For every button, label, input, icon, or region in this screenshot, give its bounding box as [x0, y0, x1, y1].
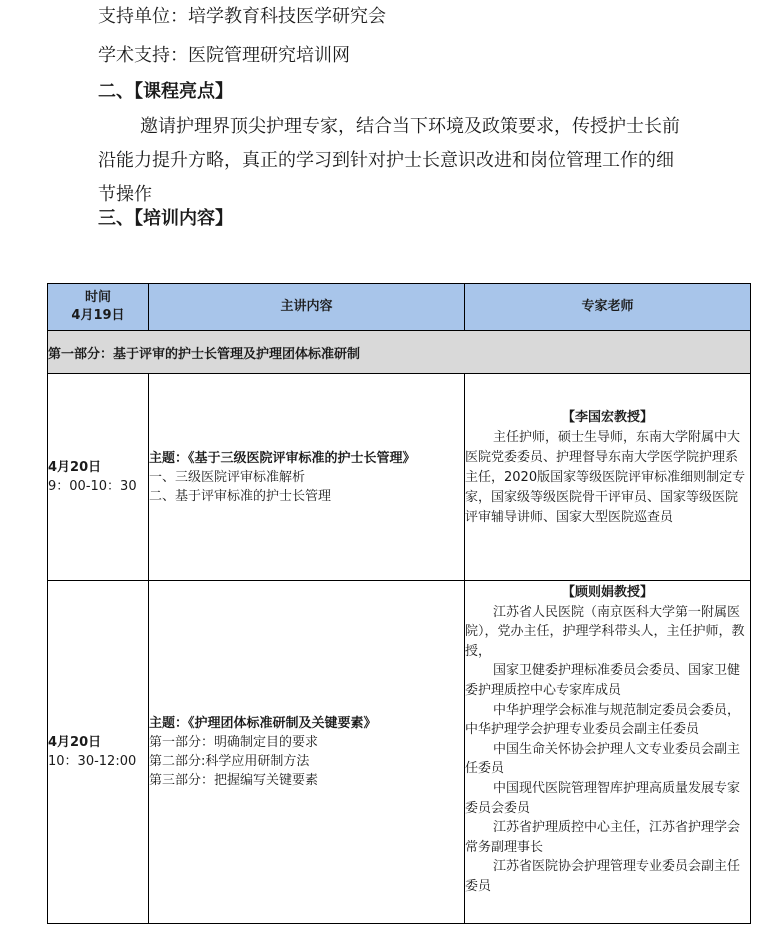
expert-bio: 江苏省医院协会护理管理专业委员会副主任委员	[465, 859, 741, 894]
session-date: 4月20日	[48, 735, 102, 750]
highlights-text: 邀请护理界顶尖护理专家，结合当下环境及政策要求，传授护士长前沿能力提升方略，真正的学习到针对护士长意识改进和岗位管理工作的细节操作	[98, 116, 680, 205]
expert-cell	[465, 374, 751, 581]
expert-name: 【顾则娟教授】	[561, 585, 653, 600]
expert-bio: 江苏省护理质控中心主任，江苏省护理学会常务副理事长	[465, 820, 741, 855]
topic-item: 第二部分:科学应用研制方法	[149, 754, 310, 769]
session-time-cell	[48, 374, 149, 581]
topic-item: 一、三级医院评审标准解析	[149, 469, 306, 485]
expert-bio: 中国现代医院管理智库护理高质量发展专家委员会委员	[465, 780, 741, 816]
session-time: 9：00-10：30	[48, 479, 137, 494]
session-topic-cell	[149, 374, 465, 581]
expert-name: 【李国宏教授】	[561, 410, 653, 425]
expert-bio: 江苏省人民医院（南京医科大学第一附属医院），党办主任，护理学科带头人，主任护师，教授，	[465, 604, 745, 659]
expert-bio: 中国生命关怀协会护理人文专业委员会副主任委员	[465, 741, 741, 777]
session-time: 10：30-12:00	[48, 754, 137, 769]
academic-support: 学术支持：医院管理研究培训网	[98, 45, 350, 66]
table-row	[48, 374, 751, 581]
session-date: 4月20日	[48, 460, 102, 475]
support-unit: 支持单位：培学教育科技医学研究会	[98, 6, 386, 27]
header-expert: 专家老师	[465, 284, 751, 331]
table-header-row	[48, 284, 751, 331]
schedule-table	[47, 283, 751, 924]
section-heading-highlights: 二、【课程亮点】	[98, 81, 233, 102]
session-time-cell	[48, 581, 149, 924]
topic-item: 二、基于评审标准的护士长管理	[149, 488, 332, 504]
header-time-date: 4月19日	[71, 308, 125, 323]
topic-item: 第一部分：明确制定目的要求	[149, 735, 319, 750]
expert-bio: 中华护理学会标准与规范制定委员会委员，中华护理学会护理专业委员会副主任委员	[465, 702, 741, 738]
part-row	[48, 331, 751, 374]
highlights-paragraph	[98, 110, 688, 212]
session-topic-cell	[149, 581, 465, 924]
expert-bio: 国家卫健委护理标准委员会委员、国家卫健委护理质控中心专家库成员	[465, 663, 741, 698]
topic-item: 第三部分：把握编写关键要素	[149, 773, 319, 788]
session-topic: 主题：《护理团体标准研制及关键要素》	[149, 716, 377, 731]
header-time-label: 时间	[84, 290, 111, 305]
expert-cell	[465, 581, 751, 924]
session-topic: 主题：《基于三级医院评审标准的护士长管理》	[149, 450, 416, 466]
table-row	[48, 581, 751, 924]
header-time	[48, 284, 149, 331]
part1-title: 第一部分：基于评审的护士长管理及护理团体标准研制	[48, 331, 751, 374]
section-heading-content: 三、【培训内容】	[98, 208, 233, 229]
header-content: 主讲内容	[149, 284, 465, 331]
expert-bio: 主任护师，硕士生导师，东南大学附属中大医院党委委员、护理督导东南大学医学院护理系主任，2020版国家等级医院评审标准细则制定专家，国家级等级医院骨干评审员、国家等级医院评审辅导讲师、国家大型医院巡查员	[465, 430, 746, 525]
